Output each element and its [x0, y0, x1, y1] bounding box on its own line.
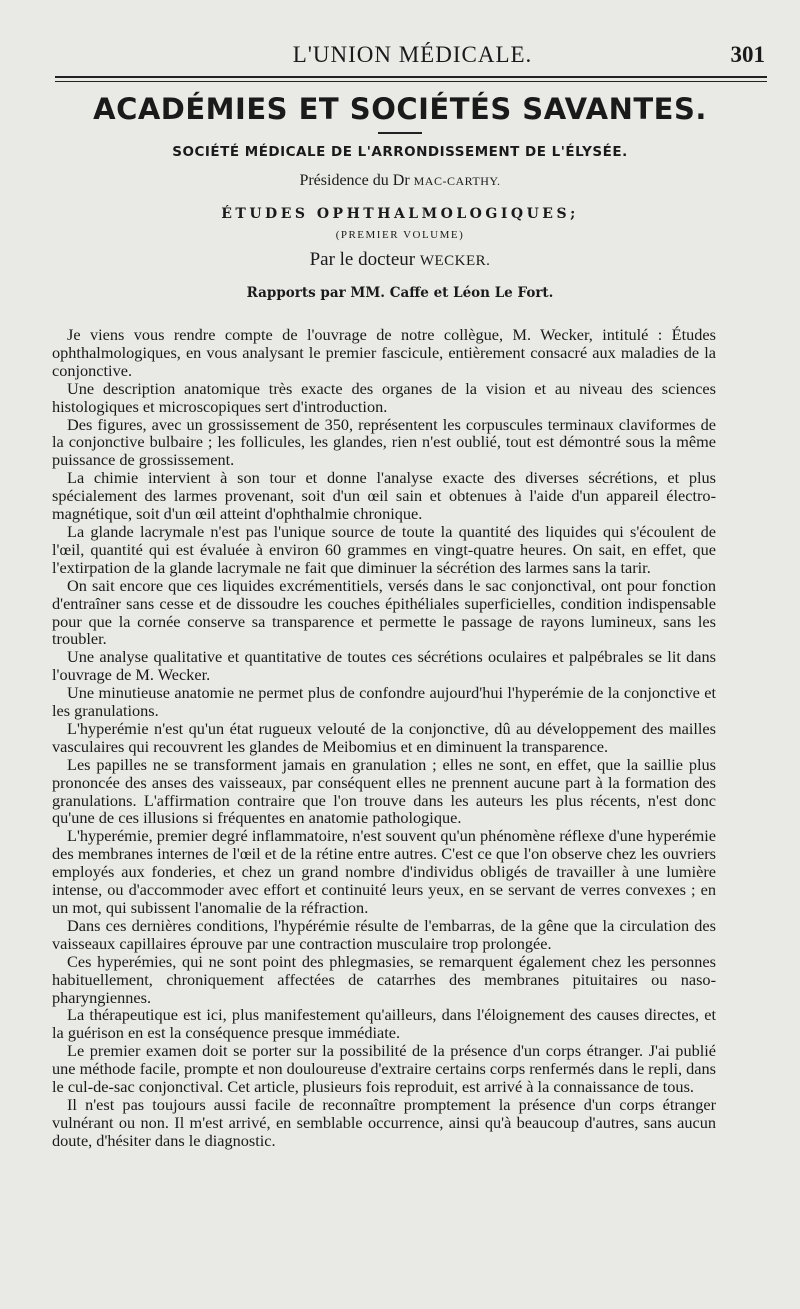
presidence-prefix: Présidence du Dr	[299, 172, 410, 189]
paragraph: Une minutieuse anatomie ne permet plus de confondre aujourd'hui l'hyperémie de la conjonctive et les granulations.	[52, 683, 716, 721]
paragraph: La glande lacrymale n'est pas l'unique source de toute la quantité des liquides qui s'écoulent de l'œil, quantité qui est évaluée à environ 60 grammes en vingt-quatre heures. On sait, en effet, que l'extirpation de la glande lacrymale ne fait que diminuer la sécrétion des larmes sans la tarir.	[52, 521, 716, 577]
article-body	[52, 326, 716, 1150]
paragraph: Je viens vous rendre compte de l'ouvrage de notre collègue, M. Wecker, intitulé : Études ophthalmologiques, en vous analysant le premier fascicule, entièrement consacré aux maladies de la conjonctive.	[52, 325, 716, 380]
paragraph: La chimie intervient à son tour et donne l'analyse exacte des diverses sécrétions, et plus spécialement des larmes provenant, soit d'un œil sain et obtenues à l'aide d'un appareil électro-magnétique, soit d'un œil atteint d'ophthalmie chronique.	[52, 468, 716, 524]
president-name: MAC-CARTHY.	[413, 174, 501, 188]
running-head	[60, 42, 765, 72]
paragraph: L'hyperémie, premier degré inflammatoire, n'est souvent qu'un phénomène réflexe d'une hyperémie des membranes internes de l'œil et de la rétine entre autres. C'est ce que l'on observe chez les ouvriers employés aux fonderies, et chez un grand nombre d'individus obligés de travailler à une lumière intense, ou d'accommoder avec effort et continuité leurs yeux, en se servant de verres convexes ; en un mot, qui subissent l'anomalie de la réfraction.	[52, 826, 716, 917]
author-name: WECKER.	[419, 253, 491, 269]
header-rule-thin	[55, 81, 767, 82]
paragraph: Il n'est pas toujours aussi facile de reconnaître promptement la présence d'un corps étranger vulnérant ou non. Il m'est arrivé, en semblable occurrence, ainsi qu'à beaucoup d'autres, sans aucun doute, d'hésiter dans le diagnostic.	[52, 1094, 716, 1150]
paragraph: Une description anatomique très exacte des organes de la vision et au niveau des sciences histologiques et microscopiques sert d'introduction.	[52, 378, 716, 416]
section-title: ACADÉMIES ET SOCIÉTÉS SAVANTES.	[93, 92, 707, 126]
author-line	[40, 249, 760, 271]
title-divider	[378, 132, 422, 134]
paragraph: Des figures, avec un grossissement de 350, représentent les corpuscules terminaux claviformes de la conjonctive bulbaire ; les follicules, les glandes, rien n'est oublié, tout est démontré sous la même puissance de grossissement.	[52, 414, 716, 470]
author-prefix: Par le docteur	[309, 249, 416, 270]
paragraph: L'hyperémie n'est qu'un état rugueux velouté de la conjonctive, dû au développement des mailles vasculaires qui recouvrent les glandes de Meibomius et en diminuent la transparence.	[52, 718, 716, 756]
running-head-title: L'UNION MÉDICALE.	[292, 42, 533, 67]
work-title: ÉTUDES OPHTHALMOLOGIQUES;	[221, 206, 579, 222]
rapporteurs-line: Rapports par MM. Caffe et Léon Le Fort.	[246, 285, 554, 301]
header-rule	[55, 76, 767, 78]
paragraph: Dans ces dernières conditions, l'hypérémie résulte de l'embarras, de la gêne que la circulation des vaisseaux capillaires éprouve par une contraction musculaire trop prolongée.	[52, 915, 716, 953]
page-number: 301	[730, 42, 765, 67]
paragraph: Ces hyperémies, qui ne sont point des phlegmasies, se remarquent également chez les personnes habituellement, chroniquement affectées de catarrhes des membranes pituitaires ou naso-pharyngiennes.	[52, 951, 716, 1007]
paragraph: On sait encore que ces liquides excrémentitiels, versés dans le sac conjonctival, ont pour fonction d'entraîner sans cesse et de dissoudre les couches épithéliales superficielles, condition indispensable pour que la cornée conserve sa transparence et permette le passage de rayons lumineux, sans les troubler.	[52, 575, 716, 649]
volume-label: (PREMIER VOLUME)	[335, 229, 465, 241]
paragraph: Une analyse qualitative et quantitative de toutes ces sécrétions oculaires et palpébrales se lit dans l'ouvrage de M. Wecker.	[52, 647, 716, 685]
society-name: SOCIÉTÉ MÉDICALE DE L'ARRONDISSEMENT DE L'ÉLYSÉE.	[172, 144, 628, 160]
article-header	[40, 92, 760, 301]
paragraph: Les papilles ne se transforment jamais en granulation ; elles ne sont, en effet, que la saillie plus prononcée des anses des vaisseaux, par conséquent elles ne prennent aucune part à la formation des granulations. L'affirmation contraire que l'on trouve dans les auteurs les plus récents, n'est donc qu'une de ces illusions si fréquentes en anatomie pathologique.	[52, 754, 716, 828]
presidence-line	[40, 172, 760, 190]
paragraph: Le premier examen doit se porter sur la possibilité de la présence d'un corps étranger. J'ai publié une méthode facile, prompte et non douloureuse d'extraire certains corps renfermés dans le repli, dans le cul-de-sac conjonctival. Cet article, plusieurs fois reproduit, est arrivé à la connaissance de tous.	[52, 1041, 716, 1097]
paragraph: La thérapeutique est ici, plus manifestement qu'ailleurs, dans l'éloignement des causes directes, et la guérison en est la conséquence presque immédiate.	[52, 1005, 716, 1043]
